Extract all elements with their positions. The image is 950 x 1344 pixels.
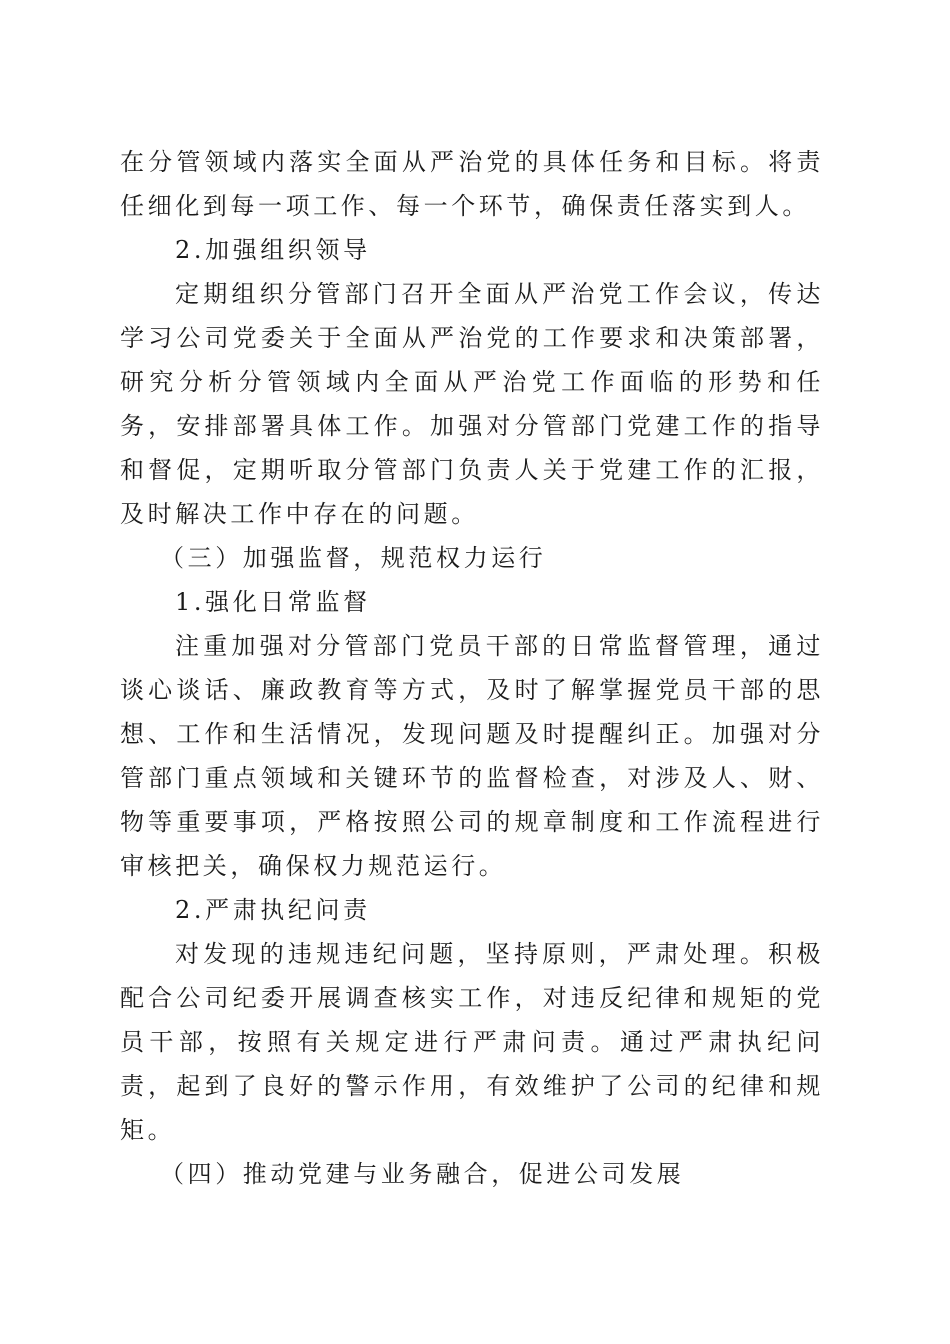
paragraph-organize-meetings: 定期组织分管部门召开全面从严治党工作会议，传达学习公司党委关于全面从严治党的工作要求和决策部署，研究分析分管领域内全面从严治党工作面临的形势和任务，安排部署具体工作。加强对分管部门党建工作的指导和督促，定期听取分管部门负责人关于党建工作的汇报，及时解决工作中存在的问题。 [120, 280, 824, 528]
document-body [120, 140, 824, 1196]
section-heading-supervision: （三）加强监督，规范权力运行 [160, 544, 547, 572]
paragraph-discipline-accountability: 对发现的违规违纪问题，坚持原则，严肃处理。积极配合公司纪委开展调查核实工作，对违反纪律和规矩的党员干部，按照有关规定进行严肃问责。通过严肃执纪问责，起到了良好的警示作用，有效维护了公司的纪律和规矩。 [120, 940, 824, 1144]
continuation-paragraph: 在分管领域内落实全面从严治党的具体任务和目标。将责任细化到每一项工作、每一个环节，确保责任落实到人。 [120, 148, 824, 220]
subheading-discipline-accountability: 2.严肃执纪问责 [175, 896, 371, 924]
subheading-strengthen-leadership: 2.加强组织领导 [175, 236, 371, 264]
paragraph-daily-supervision: 注重加强对分管部门党员干部的日常监督管理，通过谈心谈话、廉政教育等方式，及时了解掌握党员干部的思想、工作和生活情况，发现问题及时提醒纠正。加强对分管部门重点领域和关键环节的监督检查，对涉及人、财、物等重要事项，严格按照公司的规章制度和工作流程进行审核把关，确保权力规范运行。 [120, 632, 824, 880]
section-heading-integration: （四）推动党建与业务融合，促进公司发展 [160, 1160, 685, 1188]
subheading-daily-supervision: 1.强化日常监督 [175, 588, 371, 616]
